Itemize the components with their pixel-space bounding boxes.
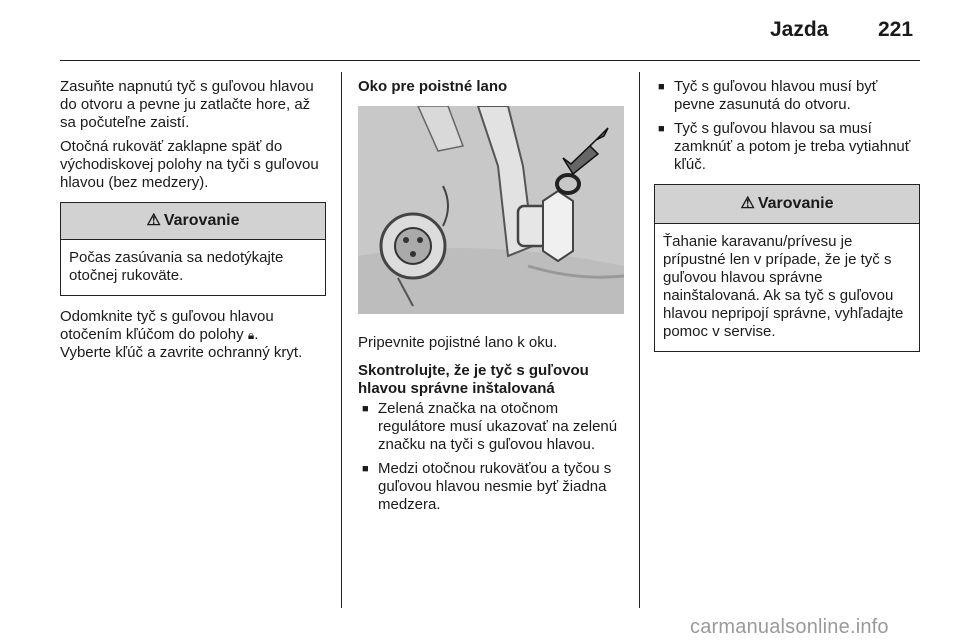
list-item: ■ Zelená značka na otočnom regulátore musí ukazovať na zelenú značku na tyči s guľovou hlavou. [358, 400, 626, 454]
list-item: ■ Tyč s guľovou hlavou sa musí zamknúť a potom je treba vytiahnuť kľúč. [654, 120, 920, 174]
watermark: carmanualsonline.info [690, 616, 889, 638]
remove-key-text: Vyberte kľúč a zavrite ochranný kryt. [60, 344, 303, 361]
column-3 [654, 78, 920, 352]
column-1 [60, 78, 326, 362]
unlock-text: Odomknite tyč s guľovou hlavou otočením kľúčom do polohy [60, 308, 274, 343]
heading-check-installed: Skontrolujte, že je tyč s guľovou hlavou správne inštalovaná [358, 362, 589, 397]
unlock-text-end: . [254, 326, 259, 343]
column-2 [358, 78, 626, 514]
column-divider-2 [639, 72, 640, 608]
paragraph-insert-bar: Zasuňte napnutú tyč s guľovou hlavou do otvoru a pevne ju zatlačte hore, až sa počuteľne zaistí. [60, 78, 314, 131]
warning-icon: ⚠ [740, 195, 755, 212]
column-divider-1 [341, 72, 342, 608]
list-item: ■ Tyč s guľovou hlavou musí byť pevne zasunutá do otvoru. [654, 78, 920, 114]
tow-bar-photo [358, 106, 624, 314]
warning-text: Počas zasúvania sa nedotýkajte otočnej rukoväte. [69, 249, 284, 284]
tow-bar-illustration [358, 106, 624, 314]
list-item: ■ Medzi otočnou rukoväťou a tyčou s guľovou hlavou nesmie byť žiadna medzera. [358, 460, 626, 514]
warning-box [654, 184, 920, 352]
warning-title: Varovanie [757, 195, 834, 212]
warning-title: Varovanie [163, 212, 240, 229]
warning-box [60, 202, 326, 296]
header-title: Jazda [770, 18, 829, 41]
header-rule [60, 60, 920, 61]
paragraph-unlock [60, 308, 326, 362]
requirements-list [654, 78, 920, 174]
warning-header [61, 203, 325, 240]
warning-icon: ⚠ [146, 212, 161, 229]
paragraph-handle-snaps: Otočná rukoväť zaklapne späť do východiskovej polohy na tyči s guľovou hlavou (bez medzery). [60, 138, 319, 191]
page-number: 221 [878, 18, 914, 41]
photo-caption: Pripevnite pojistné lano k oku. [358, 334, 558, 351]
check-list [358, 400, 626, 514]
warning-header [655, 185, 919, 224]
heading-eyelet: Oko pre poistné lano [358, 78, 508, 95]
lock-icon: 🔒︎ [247, 328, 255, 342]
warning-text: Ťahanie karavanu/prívesu je prípustné len v prípade, že je tyč s guľovou hlavou správne nainštalovaná. Ak sa tyč s guľovou hlavou nepripojí správne, vyhľadajte pomoc v servise. [663, 233, 904, 340]
